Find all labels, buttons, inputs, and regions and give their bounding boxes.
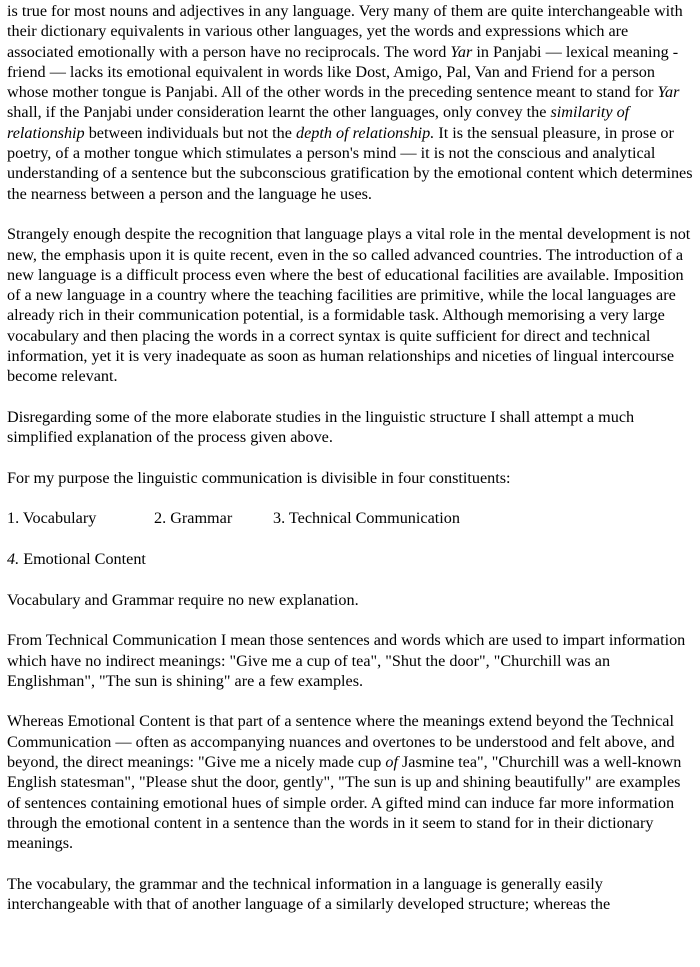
constituents-list-row — [7, 508, 693, 528]
paragraph-2: Strangely enough despite the recognition that language plays a vital role in the mental development is not new, the emphasis upon it is quite recent, even in the so called advanced countries. The introduction of a new language is a difficult process even where the best of educational facilities are available. Imposition of a new language in a country where the teaching facilities are primitive, while the local languages are already rich in their communication potential, is a formidable task. Although memorising a very large vocabulary and then placing the words in a correct syntax is quite sufficient for direct and technical information, yet it is very inadequate as soon as human relationships and niceties of lingual intercourse become relevant. — [7, 225, 691, 386]
list-item-vocabulary: 1. Vocabulary — [7, 509, 97, 528]
list-number: 4. — [7, 550, 20, 569]
paragraph-6: From Technical Communication I mean those sentences and words which are used to impart information which have no indirect meanings: "Give me a cup of tea", "Shut the door", "Churchill was an Englishman", "The sun is shining" are a few examples. — [7, 631, 686, 690]
italic-term-yar: Yar — [657, 83, 680, 102]
paragraph-8: The vocabulary, the grammar and the technical information in a language is generally easily interchangeable with that of another language of a similarly developed structure; whereas the — [7, 874, 611, 914]
italic-term-yar: Yar — [450, 42, 473, 61]
list-item-emotional-content — [7, 549, 693, 569]
paragraph-3: Disregarding some of the more elaborate studies in the linguistic structure I shall attempt a much simplified explanation of the process given above. — [7, 407, 635, 447]
paragraph-7 — [7, 711, 693, 853]
paragraph-4: For my purpose the linguistic communication is divisible in four constituents: — [7, 468, 511, 487]
text: is true for most nouns and adjectives in any language. Very many of them are quite interchangeable with their dictionary equivalents in various other languages, yet the words and expressions which are associated emotionally with a person have no reciprocals. The word — [7, 2, 683, 61]
text: It is the sensual pleasure, in prose or poetry, of a mother tongue which stimulates a person's mind — it is not the conscious and analytical understanding of a sentence but the subconscious gratification by the emotional content which determines the nearness between a person and the language he uses. — [7, 123, 693, 203]
italic-word-of: of — [385, 752, 398, 771]
text: in Panjabi — lexical meaning - friend — lacks its emotional equivalent in words like Dost, Amigo, Pal, Van and Friend for a person whose mother tongue is Panjabi. All of the other words in the preceding sentence meant to stand for — [7, 42, 679, 102]
text: Whereas Emotional Content is that part of a sentence where the meanings extend beyond the Technical Communication — often as accompanying nuances and overtones to be understood and felt above, and beyond, the direct meanings: "Give me a nicely made cup — [7, 712, 675, 771]
text: shall, if the Panjabi under consideration learnt the other languages, only convey the — [7, 103, 551, 122]
list-item-label: Emotional Content — [19, 550, 146, 569]
italic-phrase-similarity: similarity of relationship — [7, 103, 630, 142]
text: Jasmine tea", "Churchill was a well-known English statesman", "Please shut the door, gently", "The sun is up and shining beautifully" are examples of sentences containing emotional hues of simple order. A gifted mind can induce far more information through the emotional content in a sentence than the words in it seem to stand for in their dictionary meanings. — [7, 752, 682, 853]
italic-phrase-depth: depth of relationship. — [295, 123, 435, 142]
list-item-grammar: 2. Grammar — [154, 509, 233, 528]
list-item-technical-communication: 3. Technical Communication — [273, 509, 460, 528]
paragraph-5: Vocabulary and Grammar require no new explanation. — [7, 590, 359, 609]
text: between individuals but not the — [84, 123, 296, 142]
paragraph-1 — [7, 1, 693, 204]
